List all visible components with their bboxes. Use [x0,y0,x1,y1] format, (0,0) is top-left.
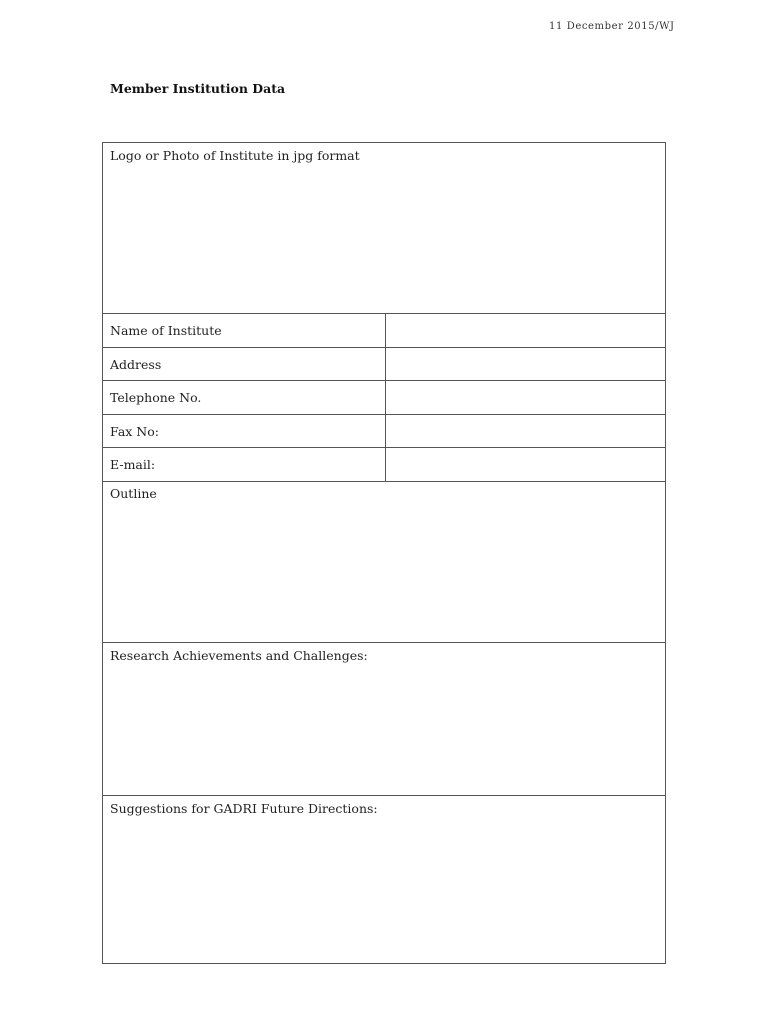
telephone-label: Telephone No. [110,390,202,405]
document-title: Member Institution Data [110,81,286,96]
fax-input[interactable] [386,415,665,447]
email-label: E-mail: [110,457,156,472]
outline-textarea[interactable] [103,504,665,642]
field-row-email [103,448,665,482]
outline-section [103,482,665,643]
name-of-institute-cell [385,314,665,347]
suggestions-textarea[interactable] [103,820,665,963]
address-label: Address [110,357,162,372]
research-label: Research Achievements and Challenges: [110,648,368,663]
address-input[interactable] [386,348,665,380]
telephone-input[interactable] [386,381,665,414]
address-cell [385,348,665,380]
fax-cell [385,415,665,447]
suggestions-label: Suggestions for GADRI Future Directions: [110,801,378,816]
date-stamp: 11 December 2015/WJ [549,21,675,32]
suggestions-section [103,796,665,963]
name-of-institute-label: Name of Institute [110,323,222,338]
research-section [103,643,665,796]
outline-label: Outline [110,486,157,501]
telephone-cell [385,381,665,414]
email-cell [385,448,665,481]
member-institution-form [102,142,666,964]
fax-label: Fax No: [110,424,159,439]
logo-photo-section[interactable] [103,143,665,314]
research-textarea[interactable] [103,667,665,795]
field-row-fax [103,415,665,448]
field-row-name [103,314,665,348]
field-row-address [103,348,665,381]
name-of-institute-input[interactable] [386,314,665,347]
field-row-telephone [103,381,665,415]
logo-photo-label: Logo or Photo of Institute in jpg format [110,148,360,163]
email-input[interactable] [386,448,665,481]
